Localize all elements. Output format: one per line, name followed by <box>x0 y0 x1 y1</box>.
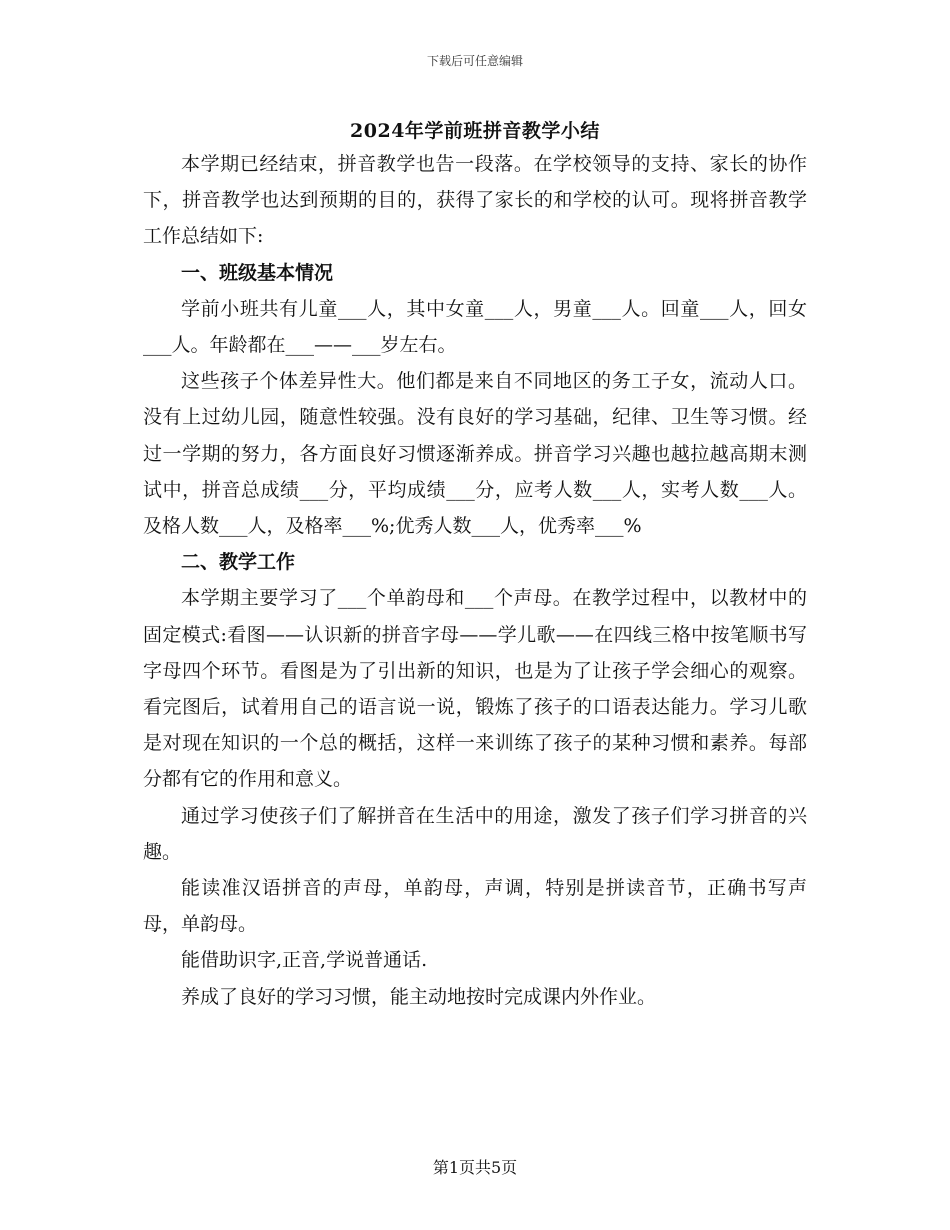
page-header: 下载后可任意编辑 <box>426 54 523 68</box>
section-heading-class-info: 一、班级基本情况 <box>181 261 334 284</box>
reading-skills-paragraph: 能读准汉语拼音的声母，单韵母，声调，特别是拼读音节，正确书写声母，单韵母。 <box>143 877 807 936</box>
section-heading-teaching: 二、教学工作 <box>181 551 296 574</box>
student-background-paragraph: 这些孩子个体差异性大。他们都是来自不同地区的务工子女，流动人口。没有上过幼儿园，随意性较强。没有良好的学习基础，纪律、卫生等习惯。经过一学期的努力，各方面良好习惯逐渐养成。拼音学习兴趣也越拉越高期末测试中，拼音总成绩___分，平均成绩___分，应考人数___人，实考人数___人。及格人数___人，及格率___%;优秀人数___人，优秀率___% <box>143 370 807 538</box>
document-body <box>143 146 807 1015</box>
interest-paragraph: 通过学习使孩子们了解拼音在生活中的用途，激发了孩子们学习拼音的兴趣。 <box>143 804 807 863</box>
habits-paragraph: 养成了良好的学习习惯，能主动地按时完成课内外作业。 <box>181 985 657 1008</box>
class-stats-paragraph: 学前小班共有儿童___人，其中女童___人，男童___人。回童___人，回女___人。年龄都在___——___岁左右。 <box>143 297 807 357</box>
teaching-method-paragraph: 本学期主要学习了___个单韵母和___个声母。在教学过程中，以教材中的固定模式:看图——认识新的拼音字母——学儿歌——在四线三格中按笔顺书写字母四个环节。看图是为了引出新的知识，也是为了让孩子学会细心的观察。看完图后，试着用自己的语言说一说，锻炼了孩子的口语表达能力。学习儿歌是对现在知识的一个总的概括，这样一来训练了孩子的某种习惯和素养。每部分都有它的作用和意义。 <box>143 587 807 791</box>
page-number: 第1页共5页 <box>432 1158 518 1177</box>
document-title: 2024年学前班拼音教学小结 <box>350 120 600 142</box>
mandarin-paragraph: 能借助识字,正音,学说普通话. <box>181 949 428 972</box>
intro-paragraph: 本学期已经结束，拼音教学也告一段落。在学校领导的支持、家长的协作下，拼音教学也达到预期的目的，获得了家长的和学校的认可。现将拼音教学工作总结如下: <box>143 153 807 248</box>
